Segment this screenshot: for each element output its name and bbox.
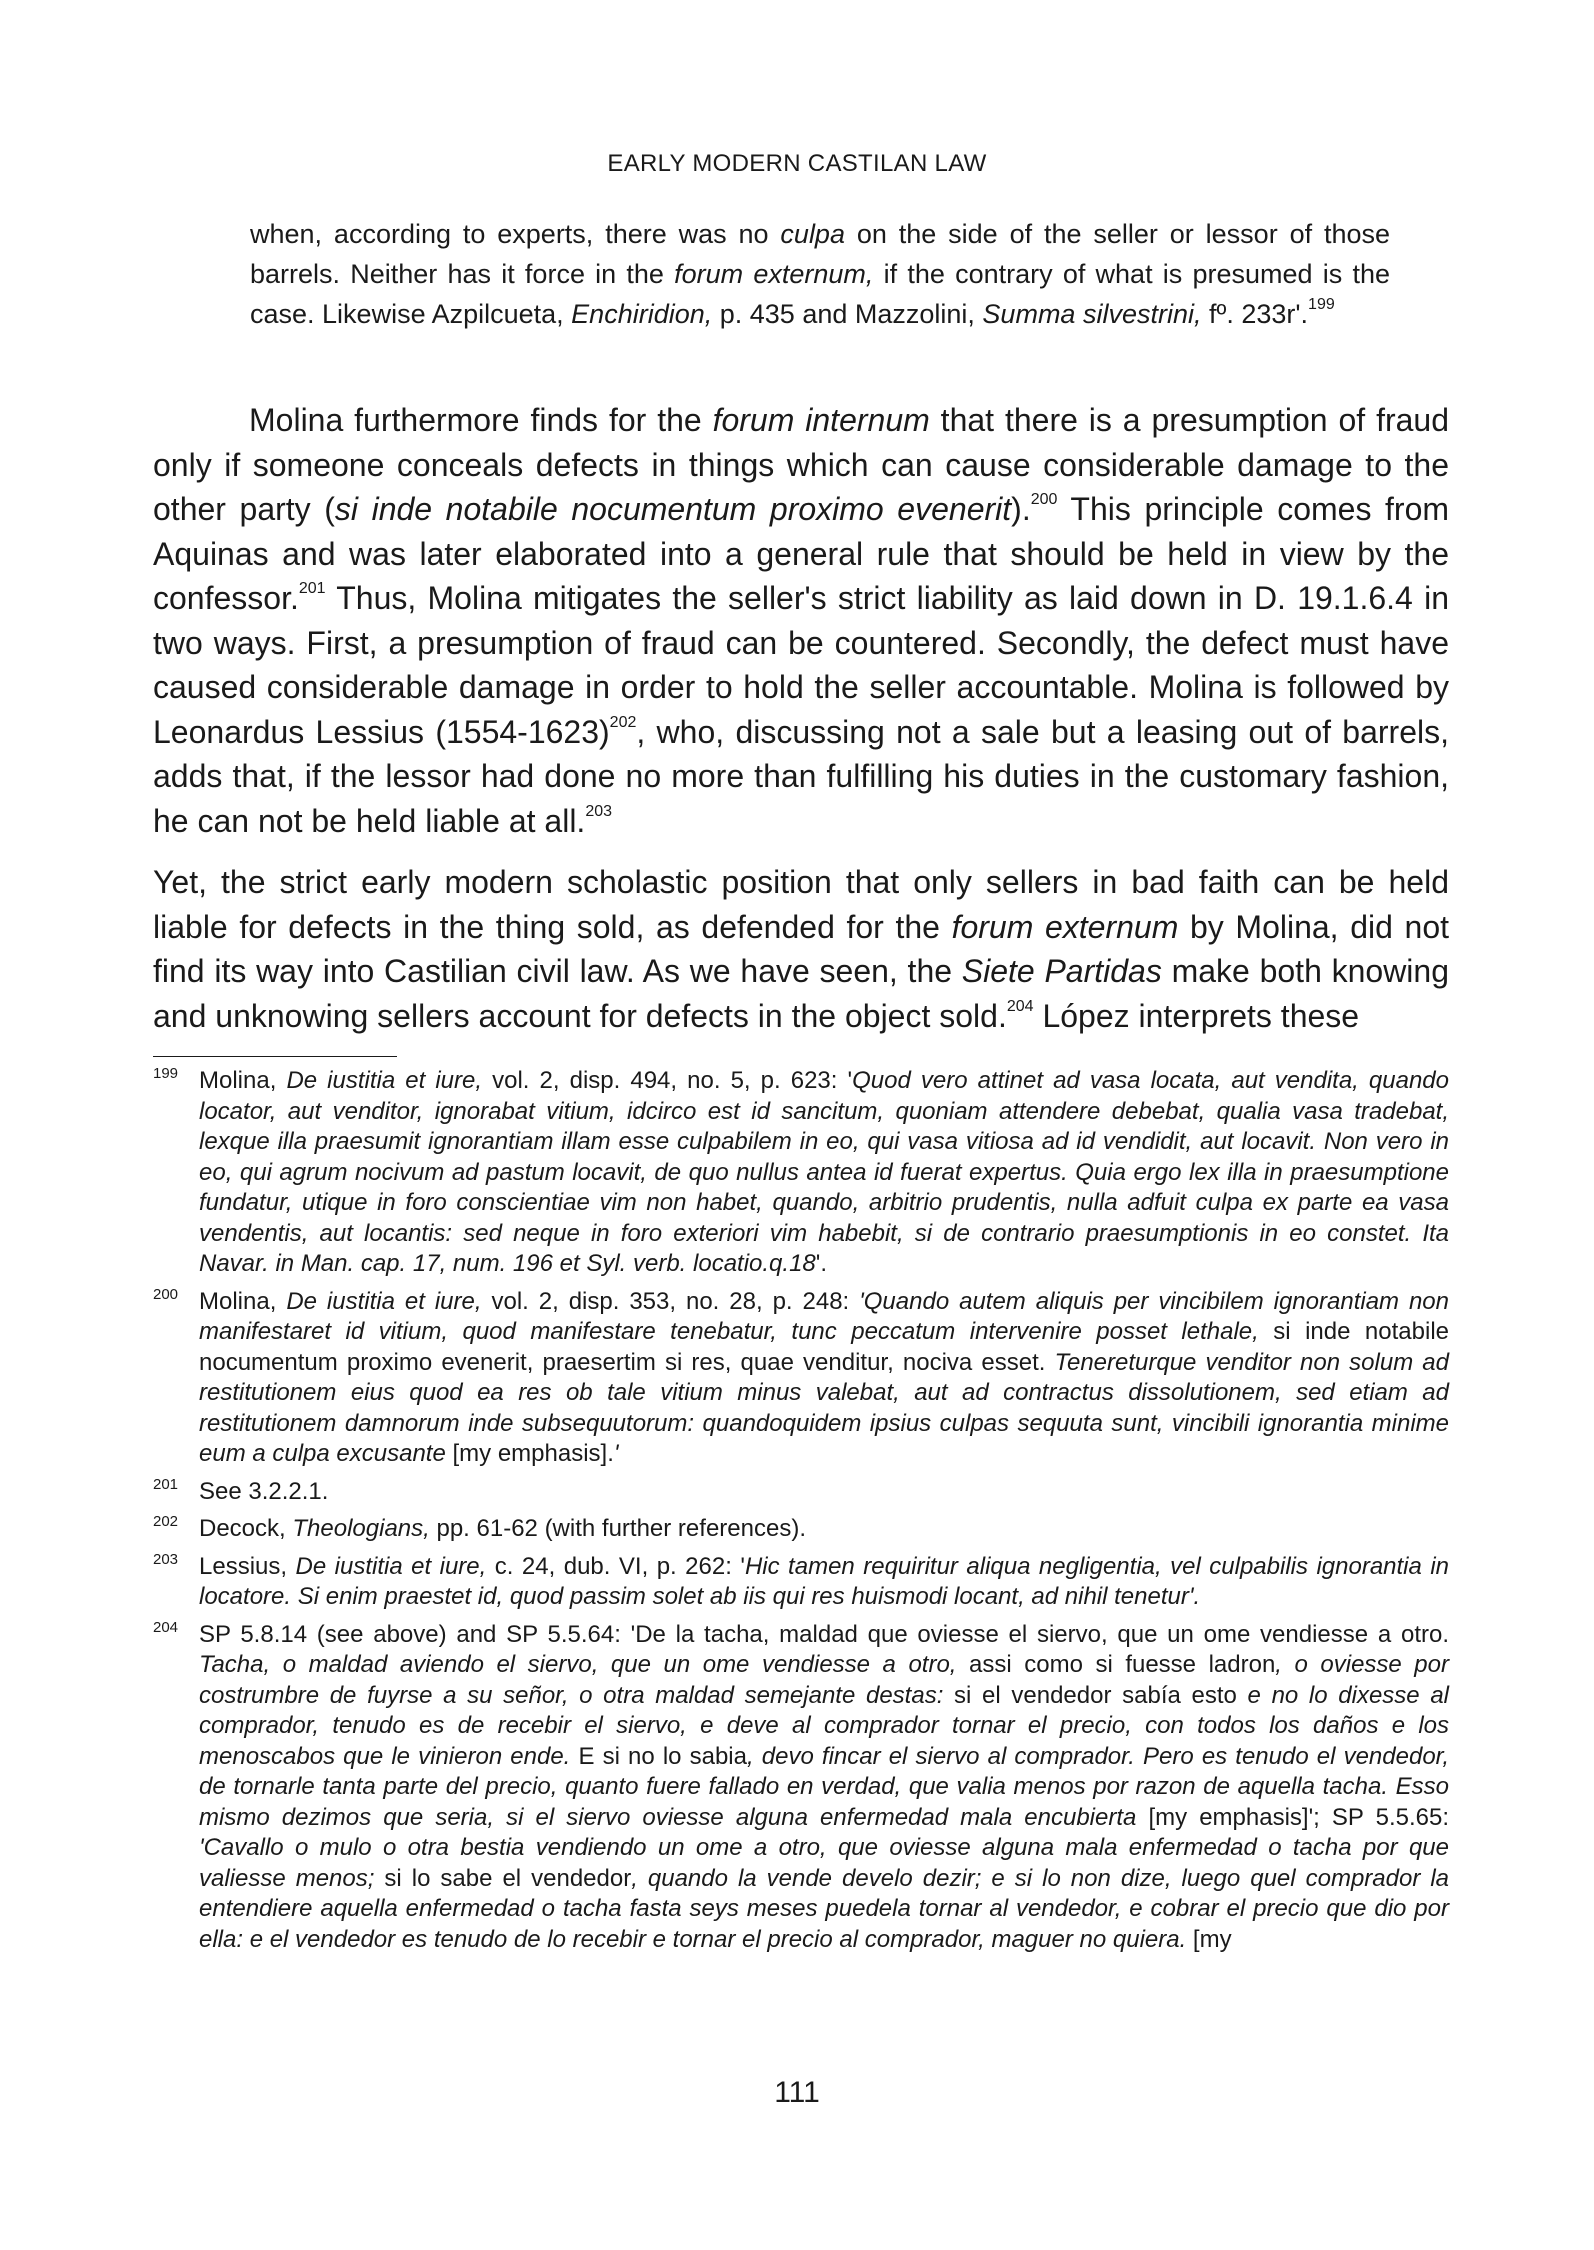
footnote-ref-203[interactable]: 203: [585, 802, 613, 820]
footnote-ref-202[interactable]: 202: [609, 713, 637, 731]
footnote-201: 201 See 3.2.2.1.: [153, 1475, 329, 1505]
footnote-ref-200[interactable]: 200: [1030, 491, 1058, 508]
footnote-200: 200 Molina, De iustitia et iure, vol. 2, disp. 353, no. 28, p. 248: 'Quando autem aliquis per vincibilem ignorantiam non manifestaret id vitium, quod manifestare tenebatur, tunc peccatum intervenire posset lethale, si inde notabile nocumentum proximo evenerit, praesertim si res, quae venditur, nociva esset. Tenereturque venditor non solum ad restitutionem eius quod ea res ob tale vitium minus valebat, aut ad contractus dissolutionem, sed etiam ad restitutionem damnorum inde subsequutorum: quandoquidem ipsius culpas sequuta sunt, vincibili ignorantia minime eum a culpa excusante [my emphasis].': [153, 1285, 1450, 1467]
footnote-number: 199: [153, 1065, 179, 1082]
footnote-number: 200: [153, 1285, 179, 1303]
footnote-number: 203: [153, 1550, 179, 1568]
footnote-number: 202: [153, 1513, 179, 1530]
body-paragraph-2: Yet, the strict early modern scholastic position that only sellers in bad faith can be held liable for defects in the thing sold, as defended for the forum externum by Molina, did not find its way into Castilian civil law. As we have seen, the Siete Partidas make both knowing and unknowing sellers account for defects in the object sold.$^{204}$ López interprets these: [153, 864, 1450, 1034]
footnotes: [153, 1066, 1449, 1962]
body-paragraph-1: Molina furthermore finds for the forum internum that there is a presumption of fraud only if someone conceals defects in things which can cause considerable damage to the other party (si inde notabile nocumentum proximo evenerit).$^{200}$ This principle comes from Aquinas and was later elaborated into a general rule that should be held in view by the confessor.$^{201}$ Thus, Molina mitigates the seller's strict liability as laid down in D. 19.1.6.4 in two ways. First, a presumption of fraud can be countered. Secondly, the defect must have caused considerable damage in order to hold the seller accountable. Molina is followed by Leonardus Lessius (1554-1623)$^{202}$, who, discussing not a sale but a leasing out of barrels, adds that, if the lessor had done no more than fulfilling his duties in the customary fashion, he can not be held liable at all.$^{203}$: [153, 402, 1450, 839]
footnote-number: 204: [153, 1618, 179, 1636]
footnote-204: 204 SP 5.8.14 (see above) and SP 5.5.64: 'De la tacha, maldad que oviesse el siervo, que un ome vendiesse a otro. Tacha, o maldad aviendo el siervo, que un ome vendiesse a otro, assi como si fuesse ladron, o oviesse por costrumbre de fuyrse a su señor, o otra maldad semejante destas: si el vendedor sabía esto e no lo dixesse al comprador, tenudo es de recebir el siervo, e deve al comprador tornar el precio, con todos los daños e los menoscabos que le vinieron ende. E si no lo sabia, devo fincar el siervo al comprador. Pero es tenudo el vendedor, de tornarle tanta parte del precio, quanto fuere fallado en verdad, que valia menos por razon de aquella tacha. Esso mismo dezimos que seria, si el siervo oviesse alguna enfermedad mala encubierta [my emphasis]'; SP 5.5.65: 'Cavallo o mulo o otra bestia vendiendo un ome a otro, que oviesse alguna mala enfermedad o tacha por que valiesse menos; si lo sabe el vendedor, quando la vende develo dezir; e si lo non dize, luego quel comprador la entendiere aquella enfermedad o tacha fasta seys meses puedela tornar al vendedor, e cobrar el precio que dio por ella: e el vendedor es tenudo de lo recebir e tornar el precio al comprador, maguer no quiera. [my: [153, 1618, 1449, 1953]
footnote-ref-204[interactable]: 204: [1006, 997, 1034, 1015]
footnote-separator: [153, 1056, 397, 1057]
footnote-ref-201[interactable]: 201: [298, 580, 326, 597]
page-number: 111: [774, 2076, 820, 2109]
footnote-ref-199[interactable]: 199: [1308, 296, 1335, 313]
block-quote-continuation: when, according to experts, there was no culpa on the side of the seller or lessor of those barrels. Neither has it force in the forum externum, if the contrary of what is presumed is the case. Likewise Azpilcueta, Enchiridion, p. 435 and Mazzolini, Summa silvestrini, fº. 233r'.$^{199}$: [250, 219, 1391, 329]
footnote-203: 203 Lessius, De iustitia et iure, c. 24, dub. VI, p. 262: 'Hic tamen requiritur aliqua negligentia, vel culpabilis ignorantia in locatore. Si enim praestet id, quod passim solet ab iis qui res huismodi locant, ad nihil tenetur'.: [153, 1550, 1449, 1610]
running-header: EARLY MODERN CASTILAN LAW: [607, 150, 987, 177]
footnote-number: 201: [153, 1475, 179, 1493]
footnote-199: 199 Molina, De iustitia et iure, vol. 2, disp. 494, no. 5, p. 623: 'Quod vero attinet ad vasa locata, aut vendita, quando locator, aut venditor, ignorabat vitium, idcirco est id sancitum, quoniam attendere debebat, qualia vasa tradebat, lexque illa praesumit ignorantiam illam esse culpabilem in eo, qui vasa vitiosa ad id vendidit, aut locavit. Non vero in eo, qui agrum nocivum ad pastum locavit, de quo nullus antea id fuerat expertus. Quia ergo lex illa in praesumptione fundatur, utique in foro conscientiae vim non habet, quando, arbitrio prudentis, nulla adfuit culpa ex parte ea vasa vendentis, aut locantis: sed neque in foro exteriori vim habebit, si de contrario praesumptionis in eo constet. Ita Navar. in Man. cap. 17, num. 196 et Syl. verb. locatio.q.18'.: [153, 1065, 1449, 1277]
footnote-202: 202 Decock, Theologians, pp. 61-62 (with further references).: [153, 1513, 806, 1542]
